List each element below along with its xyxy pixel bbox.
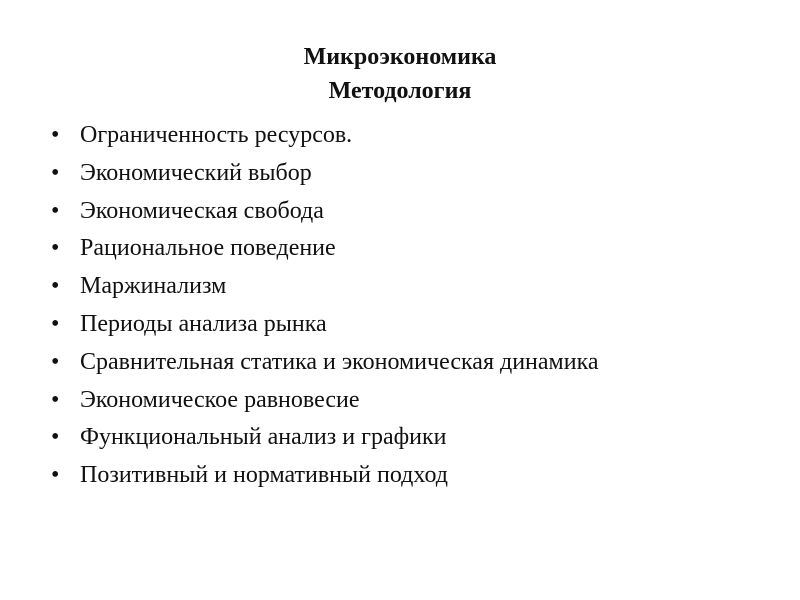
list-item-text: Позитивный и нормативный подход [80, 462, 448, 489]
list-item [47, 457, 599, 495]
list-item [47, 344, 599, 382]
title-block [0, 40, 800, 108]
list-item-text: Ограниченность ресурсов. [80, 122, 353, 148]
list-item [47, 230, 599, 268]
list-item-text: Экономическая свобода [80, 197, 324, 224]
list-item [47, 193, 599, 231]
slide-subtitle: Методология [328, 78, 472, 104]
list-item [47, 419, 599, 457]
bullet-icon: • [51, 122, 60, 148]
list-item-text: Рациональное поведение [80, 235, 336, 262]
slide-title: Микроэкономика [303, 44, 497, 70]
list-item-text: Функциональный анализ и графики [80, 424, 447, 451]
bullet-icon: • [51, 273, 60, 300]
bullet-icon: • [51, 348, 60, 375]
bullet-icon: • [51, 424, 60, 451]
list-item [47, 117, 599, 155]
list-item [47, 306, 599, 344]
list-item [47, 382, 599, 420]
list-item-text: Маржинализм [80, 273, 227, 300]
list-item-text: Сравнительная статика и экономическая динамика [80, 348, 599, 375]
list-item [47, 155, 599, 193]
list-item [47, 268, 599, 306]
bullet-icon: • [51, 386, 60, 413]
bullet-icon: • [51, 310, 60, 337]
bullet-icon: • [51, 462, 60, 489]
bullet-list [47, 117, 599, 495]
list-item-text: Экономический выбор [80, 159, 312, 186]
bullet-icon: • [51, 197, 60, 224]
list-item-text: Экономическое равновесие [80, 386, 360, 413]
list-item-text: Периоды анализа рынка [80, 310, 327, 337]
bullet-icon: • [51, 235, 60, 262]
bullet-icon: • [51, 159, 60, 186]
